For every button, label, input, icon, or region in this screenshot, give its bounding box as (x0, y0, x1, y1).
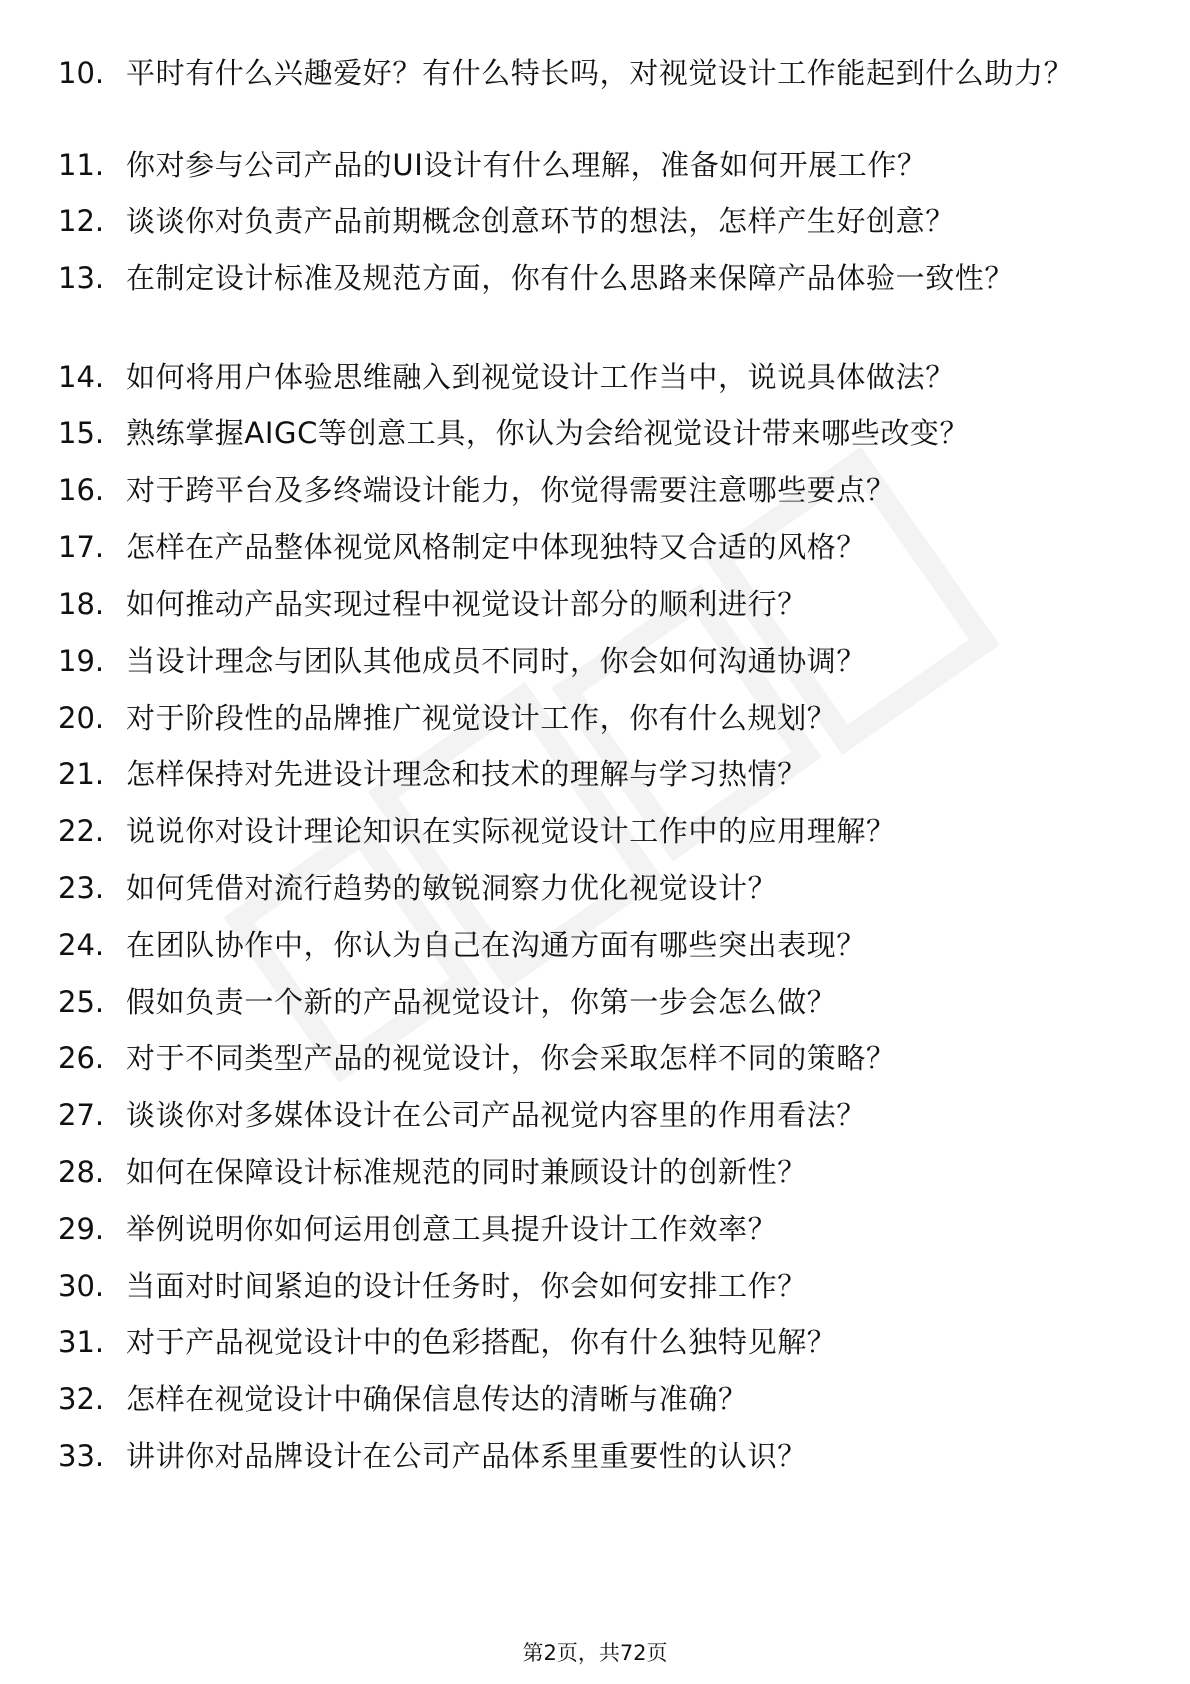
page-number-label: 第2页，共72页 (522, 1641, 668, 1665)
question-number: 22. (58, 814, 105, 848)
question-number: 15. (58, 416, 105, 450)
question-text: 对于产品视觉设计中的色彩搭配，你有什么独特见解？ (126, 1325, 837, 1359)
question-number: 27. (58, 1098, 105, 1132)
question-number: 13. (58, 261, 105, 295)
question-number: 21. (58, 757, 105, 791)
page-footer (0, 1638, 1190, 1668)
question-number: 23. (58, 871, 105, 905)
question-text: 对于阶段性的品牌推广视觉设计工作，你有什么规划？ (126, 701, 837, 735)
question-text: 说说你对设计理论知识在实际视觉设计工作中的应用理解？ (126, 814, 896, 848)
question-number: 32. (58, 1382, 105, 1416)
question-number: 11. (58, 148, 105, 182)
question-text: 如何凭借对流行趋势的敏锐洞察力优化视觉设计？ (126, 871, 778, 905)
question-number: 29. (58, 1212, 105, 1246)
question-number: 26. (58, 1041, 105, 1075)
question-text: 对于跨平台及多终端设计能力，你觉得需要注意哪些要点？ (126, 473, 896, 507)
question-text: 如何推动产品实现过程中视觉设计部分的顺利进行？ (126, 587, 807, 621)
question-text: 在制定设计标准及规范方面，你有什么思路来保障产品体验一致性？ (126, 261, 1015, 295)
question-number: 25. (58, 985, 105, 1019)
question-text: 对于不同类型产品的视觉设计，你会采取怎样不同的策略？ (126, 1041, 896, 1075)
question-text: 如何将用户体验思维融入到视觉设计工作当中，说说具体做法？ (126, 360, 955, 394)
question-text: 在团队协作中，你认为自己在沟通方面有哪些突出表现？ (126, 928, 867, 962)
question-number: 14. (58, 360, 105, 394)
question-number: 19. (58, 644, 105, 678)
question-text: 熟练掌握AIGC等创意工具，你认为会给视觉设计带来哪些改变？ (126, 416, 970, 450)
question-text: 当设计理念与团队其他成员不同时，你会如何沟通协调？ (126, 644, 867, 678)
question-text: 举例说明你如何运用创意工具提升设计工作效率？ (126, 1212, 778, 1246)
question-text: 谈谈你对多媒体设计在公司产品视觉内容里的作用看法？ (126, 1098, 867, 1132)
question-text: 讲讲你对品牌设计在公司产品体系里重要性的认识？ (126, 1439, 807, 1473)
question-number: 28. (58, 1155, 105, 1189)
question-number: 20. (58, 701, 105, 735)
question-number: 18. (58, 587, 105, 621)
question-text: 怎样在视觉设计中确保信息传达的清晰与准确？ (126, 1382, 748, 1416)
question-text: 谈谈你对负责产品前期概念创意环节的想法，怎样产生好创意？ (126, 204, 955, 238)
question-number: 12. (58, 204, 105, 238)
question-number: 24. (58, 928, 105, 962)
question-text: 当面对时间紧迫的设计任务时，你会如何安排工作？ (126, 1269, 807, 1303)
question-text: 你对参与公司产品的UI设计有什么理解，准备如何开展工作？ (126, 148, 927, 182)
question-number: 31. (58, 1325, 105, 1359)
question-text: 假如负责一个新的产品视觉设计，你第一步会怎么做？ (126, 985, 837, 1019)
question-text: 怎样在产品整体视觉风格制定中体现独特又合适的风格？ (126, 530, 867, 564)
question-number: 30. (58, 1269, 105, 1303)
question-text: 如何在保障设计标准规范的同时兼顾设计的创新性？ (126, 1155, 807, 1189)
question-text: 怎样保持对先进设计理念和技术的理解与学习热情？ (126, 757, 807, 791)
question-number: 33. (58, 1439, 105, 1473)
question-number: 16. (58, 473, 105, 507)
question-text: 平时有什么兴趣爱好？有什么特长吗，对视觉设计工作能起到什么助力？ (126, 56, 1074, 90)
question-number: 10. (58, 56, 105, 90)
question-number: 17. (58, 530, 105, 564)
